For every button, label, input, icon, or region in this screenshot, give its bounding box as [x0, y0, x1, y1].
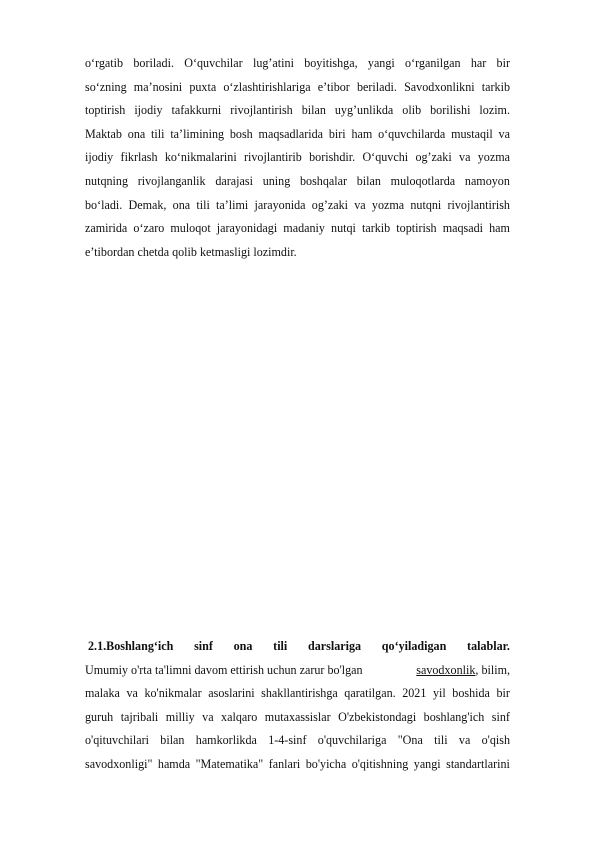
word: hamkorlikda: [195, 733, 257, 748]
text-line: [85, 194, 510, 218]
word: va: [498, 126, 510, 141]
word: bilan: [160, 733, 185, 748]
text-line: [85, 706, 510, 730]
word: nutqi: [331, 221, 356, 236]
word: malaka: [85, 686, 120, 701]
section-heading: [85, 635, 510, 659]
word: 2021: [402, 686, 427, 701]
word: har: [470, 56, 487, 70]
word: olib: [402, 103, 422, 118]
word: bilan: [356, 173, 381, 188]
word: va: [458, 733, 471, 748]
word: boshqalar: [299, 173, 348, 188]
heading-word: talablar.: [467, 639, 510, 653]
heading-word: qo‘yiladigan: [381, 639, 447, 653]
word: o'qitishning: [351, 756, 409, 771]
section-2-1: [85, 635, 510, 777]
word: nutqni: [410, 197, 442, 212]
word: 1-4-sinf: [268, 733, 307, 748]
word: yozma: [477, 150, 510, 165]
word: yangi: [367, 56, 395, 70]
word: maqsadi: [442, 221, 483, 236]
word: o'qituvchilari: [85, 733, 149, 748]
word: Savodxonlikni: [404, 79, 475, 94]
text-line: e’tibordan chetda qolib ketmasligi lozimdir.: [85, 244, 297, 259]
text-line: [85, 729, 510, 753]
word: "Matematika": [195, 756, 264, 771]
word: standartlarini: [446, 756, 510, 771]
word: borilishi: [430, 103, 471, 118]
word: biri: [328, 126, 346, 141]
word: tili: [434, 733, 448, 748]
word: lug’atini: [252, 56, 294, 70]
word: rivojlantirib: [244, 150, 302, 165]
word: va: [202, 709, 214, 724]
word: bo'yicha: [305, 756, 347, 771]
word: ko‘nikmalarini: [164, 150, 237, 165]
word: bir: [496, 686, 510, 701]
word: zamirida: [85, 221, 128, 236]
word: mutaxassislar: [264, 709, 331, 724]
word: guruh: [85, 709, 114, 724]
word: o'quvchilariga: [317, 733, 387, 748]
word: o‘zaro: [133, 221, 165, 236]
word: va: [459, 150, 471, 165]
word: muloqot: [170, 221, 211, 236]
heading-word: 2.1.Boshlang‘ich: [88, 639, 174, 653]
word: yil: [432, 686, 446, 701]
word: ta’limining: [170, 126, 225, 141]
word: mustaqil: [451, 126, 493, 141]
text-line: [85, 217, 510, 241]
word: O'zbekistondagi: [338, 709, 417, 724]
word: shakllantirishga: [261, 686, 338, 701]
word: ham: [351, 126, 373, 141]
word: o‘rgatib: [85, 56, 124, 70]
word: ham: [489, 221, 510, 236]
word: jarayonida: [254, 197, 306, 212]
word: uning: [262, 173, 291, 188]
word: tafakkurni: [171, 103, 222, 118]
word: og’zaki: [415, 150, 452, 165]
word: toptirish: [85, 103, 126, 118]
heading-word: ona: [233, 639, 253, 653]
word: xalqaro: [221, 709, 258, 724]
word: tili: [196, 197, 210, 212]
word: muloqotlarda: [390, 173, 456, 188]
word: darajasi: [215, 173, 253, 188]
word: rivojlantirish: [230, 103, 293, 118]
text-line-with-link: [85, 659, 510, 683]
heading-word: darslariga: [308, 639, 362, 653]
word: o'qish: [481, 733, 510, 748]
word: bosh: [229, 126, 253, 141]
word: o‘zlashtirishlariga: [223, 79, 311, 94]
word: O‘quvchi: [362, 150, 409, 165]
text-line: [85, 76, 510, 100]
word: ona: [172, 197, 191, 212]
word: ko'nikmalar: [144, 686, 202, 701]
word: fanlari: [268, 756, 301, 771]
word: yangi: [413, 756, 441, 771]
word: boshlang'ich: [423, 709, 485, 724]
word: rivojlantirish: [447, 197, 510, 212]
word: maqsadlarida: [258, 126, 324, 141]
heading-word: sinf: [194, 639, 213, 653]
word: rivojlanganlik: [137, 173, 206, 188]
word: O‘quvchilar: [184, 56, 243, 70]
word: fikrlash: [120, 150, 158, 165]
word: namoyon: [464, 173, 510, 188]
word: o‘quvchilarda: [378, 126, 446, 141]
word: beriladi.: [356, 79, 397, 94]
text-line: [85, 52, 510, 76]
word: Maktab: [85, 126, 122, 141]
word: borishdir.: [309, 150, 356, 165]
word: savodxonligi": [85, 756, 153, 771]
word: boyitishga,: [304, 56, 358, 70]
word: bir: [496, 56, 510, 70]
word: jarayonidagi: [216, 221, 278, 236]
word: boshida: [452, 686, 490, 701]
word: Demak,: [128, 197, 167, 212]
word: va: [126, 686, 138, 701]
word: toptirish: [396, 221, 437, 236]
word: nutqning: [85, 173, 129, 188]
heading-word: tili: [273, 639, 288, 653]
word: tili: [151, 126, 165, 141]
word: tajribali: [120, 709, 159, 724]
text-line: [85, 170, 510, 194]
word: "Ona: [397, 733, 423, 748]
text-line: [85, 99, 510, 123]
word: e’tibor: [317, 79, 350, 94]
word: tarkib: [481, 79, 510, 94]
word: lozim.: [479, 103, 510, 118]
savodxonlik-link[interactable]: savodxonlik: [416, 662, 476, 677]
text-span: Umumiy o'rta ta'limni davom ettirish uchun zarur bo'lgan: [85, 662, 363, 677]
text-line: [85, 146, 510, 170]
word: o‘rganilgan: [405, 56, 461, 70]
intro-paragraph: [85, 52, 510, 264]
text-span: , bilim,: [475, 662, 510, 677]
word: ijodiy: [134, 103, 163, 118]
word: boriladi.: [133, 56, 174, 70]
word: asoslarini: [208, 686, 255, 701]
word: qaratilgan.: [344, 686, 396, 701]
word: madaniy: [283, 221, 325, 236]
word: ma’nosini: [133, 79, 183, 94]
word: va: [354, 197, 366, 212]
word: tarkib: [361, 221, 391, 236]
word: ta’limi: [216, 197, 249, 212]
word: ona: [127, 126, 146, 141]
word: bo‘ladi.: [85, 197, 123, 212]
word: bilan: [301, 103, 326, 118]
text-line: [85, 753, 510, 777]
word: so‘zning: [85, 79, 127, 94]
word: puxta: [189, 79, 217, 94]
word: ijodiy: [85, 150, 114, 165]
word: og’zaki: [311, 197, 349, 212]
text-line: [85, 682, 510, 706]
word: yozma: [371, 197, 405, 212]
word: sinf: [491, 709, 510, 724]
word: milliy: [165, 709, 195, 724]
word: hamda: [157, 756, 191, 771]
word: uyg’unlikda: [334, 103, 394, 118]
text-line: [85, 123, 510, 147]
